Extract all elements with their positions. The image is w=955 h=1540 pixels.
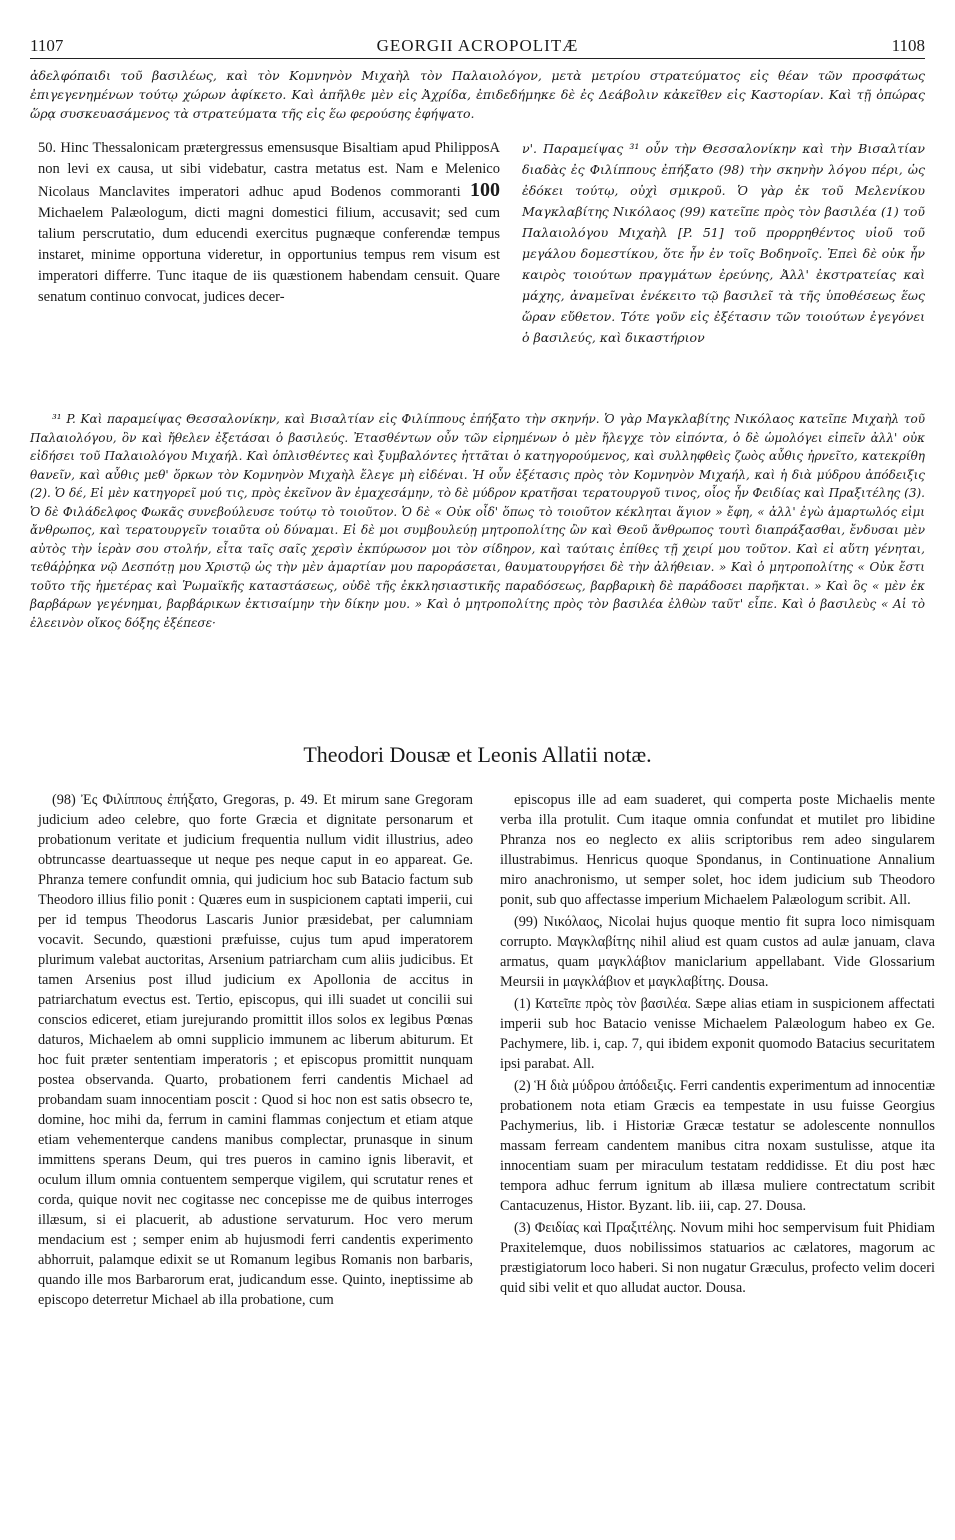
parallel-text bbox=[30, 138, 925, 394]
margin-letter: A bbox=[489, 140, 500, 156]
section-number: 50. bbox=[38, 140, 57, 156]
page-number-left: 1107 bbox=[30, 36, 64, 55]
note-paragraph: episcopus ille ad eam suaderet, qui comperta poste Michaelis mente verba illa protulit. Cum itaque omnia confundat et mutilet pro libidine Phranza nos eo neglecto ex aliis scriptoribus rem adeo singularem illustrabimus. Henricus quoque Spondanus, in Continuatione Annalium miro anachronismo, ut semper solet, hoc idem judicium sub Theodoro ponit, sub quo affectasse imperium Michaelem Palæologum scribit. All. bbox=[500, 792, 935, 908]
latin-column bbox=[38, 138, 500, 308]
page-number-right: 1108 bbox=[891, 36, 925, 55]
latin-text-part-1: Hinc Thessalonicam prætergressus emensusque Bisaltiam apud Philippos non levi ex causa, ut sibi videbatur, castra metatus est. Nam e Melenico Nicolaus Manclavites imperatori adhuc apud Bodenos commoranti bbox=[38, 140, 500, 200]
latin-text-part-2: Michaelem Palæologum, dicti magni domestici filium, accusavit; sed cum talium perscrutatio, dum educendi exercitus pugnæque conferendæ tempus instaret, minime opportuna videretur, in opportunius tempus rem visum est imperatori differre. Tunc itaque de iis quæstionem habendam censuit. Quare senatum continuo convocat, judices decer- bbox=[38, 205, 500, 305]
running-title: GEORGII ACROPOLITÆ bbox=[376, 36, 579, 55]
running-head bbox=[30, 36, 925, 59]
note-paragraph: (99) Νικόλαος, Nicolai hujus quoque mentio fit supra loco nimisquam corrupto. Μαγκλαβίτης nihil aliud est quam custos ad aulæ januam, clava armatus, quam μαγκλάβιον maniclarium appellabant. Vide Glossarium Meursii in μαγκλάβιον et μαγκλαβίτης. Dousa. bbox=[500, 914, 935, 990]
intro-greek-text: ἀδελφόπαιδι τοῦ βασιλέως, καὶ τὸν Κομνηνὸν Μιχαὴλ τὸν Παλαιολόγον, μετὰ μετρίου στρατεύματος εἰς θέαν τῶν προσφάτως ἐπιγεγενημένων τούτῳ χώρων ἀφίκετο. Καὶ ἀπῆλθε μὲν εἰς Ἀχρίδα, ἐπιδεδήμηκε δὲ ἐς Δεάβολιν κἀκεῖθεν εἰς Καστορίαν. Καὶ τῇ ὀπώρας ὥρᾳ συσκευασάμενος τὰ στρατεύματα τῆς εἰς ἕω φερούσης ἐφήψατο. bbox=[30, 68, 925, 121]
footnote bbox=[30, 410, 925, 632]
footnote-text: ³¹ P. Καὶ παραμείψας Θεσσαλονίκην, καὶ Βισαλτίαν εἰς Φιλίππους ἐπήξατο τὴν σκηνήν. Ὁ γὰρ Μαγκλαβίτης Νικόλαος κατεῖπε Μιχαὴλ τοῦ Παλαιολόγου, ὃν καὶ ἤθελεν ἐξετάσαι ὁ βασιλεύς. Ἐτασθέντων οὖν τῶν εἰρημένων ὁ μὲν ἤλεγχε τὸν εἰπόντα, ὁ δὲ ὡμολόγει εἰπεῖν ἀλλ' οὐκ εἰδήσει τοῦ Παλαιολόγου Μιχαήλ. Καὶ ὁπλισθέντες καὶ ξυμβαλόντες ἡττᾶται ὁ κατηγορούμενος, καὶ συλληφθεὶς ζωὸς αὖθις ἠρνεῖτο, κατεκρίθη θανεῖν, καὶ αὖθις μεθ' ὅρκων τὸν Κομνηνὸν Μιχαὴλ ἔλεγε μὴ εἰδέναι. Ἡ οὖν ἐξέτασις πρὸς τὸν Κομνηνὸν Μιχαήλ, καὶ ἡ διὰ μύδρου ἀπόδειξις (2). Ὁ δέ, Εἰ μὲν κατηγορεῖ μού τις, πρὸς ἐκεῖνον ἂν ἐμαχεσάμην, τὸ δὲ μύδρον κρατῆσαι τερατουργοῦ τινος, οἷος ἦν Φειδίας καὶ Πραξιτέλης (3). Ὁ δὲ Φιλάδελφος Φωκᾶς συνεβούλευσε τούτῳ τὸ τοιοῦτον. Ὁ δὲ « Οὐκ οἶδ' ὅπως τὸ τοιοῦτον κέκληται ἅγιον » ἔφη, « ἀλλ' ἐγὼ ἁμαρτωλός εἰμι ἄνθρωπος, καὶ τερατουργεῖν τοιαῦτα οὐ δύναμαι. Εἰ δὲ μοι συμβουλεύῃ μητροπολίτης ὢν καὶ Θεοῦ ἄνθρωπος τουτὶ διαπράξασθαι, ἔνδυσαι μὲν αὐτὸς τὴν ἱερὰν σου στολήν, εἶτα ταῖς σαῖς χερσὶν ἐκπύρωσον μοι τὸν σίδηρον, καὶ ταύταις ἐπίθες τῇ χειρί μου τοῦτον. Καὶ εἰ αὕτη γένηται, τεθάῤῥηκα νῷ Δεσπότῃ μου Χριστῷ ὡς τὴν μὲν ἁμαρτίαν μου παροράσεται, θαυματουργήσει δὲ τὴν ἀλήθειαν. » Καὶ ὁ μητροπολίτης « Οὐκ ἔστι τοῦτο τῆς ἡμετέρας καὶ Ῥωμαϊκῆς καταστάσεως, οὐδὲ τῆς ἐκκλησιαστικῆς παραδόσεως, βαρβαρικὴ δὲ παράδοσει παρῆκται. » Καὶ ὃς « μὲν ἐκ βαρβάρων γεγένημαι, βαρβάρικων ἐκτισαίμην τὴν δίκην μου. » Καὶ ὁ μητροπολίτης πρὸς τὸν βασιλέα ἐλθὼν ταῦτ' εἶπε. Καὶ ὁ βασιλεὺς « Αἱ τὸ ἐλεεινὸν οἴκος δόξης ἐξέπεσε· bbox=[30, 412, 925, 630]
note-paragraph: (3) Φειδίας καὶ Πραξιτέλης. Novum mihi hoc sempervisum fuit Phidiam Praxitelemque, duos nobilissimos statuarios ac cælatores, magorum ac præstigiatorum loco haberi. Si non nugatur Græculus, profecto velim doceri quid sibi velit et quo alludat auctor. Dousa. bbox=[500, 1220, 935, 1296]
notes-section bbox=[30, 790, 935, 1525]
greek-column bbox=[522, 138, 925, 348]
note-paragraph: (1) Κατεῖπε πρὸς τὸν βασιλέα. Sæpe alias etiam in suspicionem affectati imperii sub hoc Batacio venisse Michaelem Palæologum habeo ex Ge. Pachymere, lib. i, cap. 7, qui ibidem exponit quomodo Batacius securitatem ipsi parabat. All. bbox=[500, 996, 935, 1072]
notes-left-column bbox=[38, 790, 473, 1312]
note-paragraph: (2) Ἡ διὰ μύδρου ἀπόδειξις. Ferri candentis experimentum ad innocentiæ probationem nota etiam Græcis ea tempestate in usu fuisse Georgius Pachymerius, lib. i Historiæ Græcæ testatur se adolescente nonnullos massam ferream candentem manibus citra noxam sustulisse, atque ita innocentiam suam per miraculum testatam reddidisse. Et diu post hæc tempora adhuc ferrum ignitum ab illæsa muliere contrectatum scribit Cantacuzenus, Histor. Byzant. lib. iii, cap. 27. Dousa. bbox=[500, 1078, 935, 1214]
greek-text: ν'. Παραμείψας ³¹ οὖν τὴν Θεσσαλονίκην καὶ τὴν Βισαλτίαν διαδὰς ἐς Φιλίππους ἐπήξατο (98) τὴν σκηνὴν λόγου πέρι, ὡς ἐδόκει τούτῳ, οὐχὶ σμικροῦ. Ὁ γὰρ ἐκ τοῦ Μελενίκου Μαγκλαβίτης Νικόλαος (99) κατεῖπε πρὸς τὸν βασιλέα (1) τοῦ Παλαιολόγου Μιχαὴλ [P. 51] τοῦ προρρηθέντος υἱοῦ τοῦ μεγάλου δομεστίκου, ὅτε ἦν ἐν τοῖς Βοδηνοῖς. Ἐπεὶ δὲ οὐκ ἦν καιρὸς τοιούτων πραγμάτων ἐρεύνης, Ἀλλ' ἐκστρατείας καὶ μάχης, ἀναμεῖναι ἐνέκειτο τῷ βασιλεῖ τὰ τῆς ὑποθέσεως ἕως ὥραν εὔθετον. Τότε γοῦν εἰς ἐξέτασιν τῶν τοιούτων ἐγεγόνει ὁ βασιλεύς, καὶ δικαστήριον bbox=[522, 141, 925, 345]
column-number: 100 bbox=[470, 179, 500, 201]
notes-title: Theodori Dousæ et Leonis Allatii notæ. bbox=[303, 742, 652, 767]
notes-right-column bbox=[500, 790, 935, 1300]
note-paragraph: (98) Ἐς Φιλίππους ἐπήξατο, Gregoras, p. 49. Et mirum sane Gregoram judicium adeo celebre, quo forte Græcia et dignitate personarum et probationum veritate et judicium frequentia nullum vidit illustrius, adeo obtruncasse deartuasseque ut neque pes neque caput in eo appareat. Ge. Phranza temere confundit omnia, qui judicium hoc sub Batacio factum sub Theodoro illius filio ponit : Quæres eum in suspicionem captati imperii, cui per id tempus Theodorus Lascaris Junior præsidebat, per calumniam vocavit. Secundo, quæstioni præfuisse, cujus tum apud imperatorem plurimum valebat auctoritas, Arsenium patriarcham cum aliis judicibus. Et tamen Arsenius post illud judicium ex Apollonia de accitus in patriarchatum evectus est. Tertio, episcopus, qui illi suadet ut concilii sui conscios ediceret, etiam jurejurando promittit illos solos ex legibus Pœnas daturos, Michaelem ab omni supplicio immunem ac liberum abiturum. Et hoc fuit præter sententiam imperatoris ; et episcopus promittit nunquam postea observanda. Quarto, probationem ferri candentis Michael ad probandam suam innocentiam poscit : Quod si hoc non est satis obsecro te, domine, hoc mihi da, ferrum in camini flammas conjectum et etiam atque etiam vehementerque candens manibus complectar, prunasque in sinum immittens sperans Deum, qui tres pueros in camino ignis liberavit, et oculum illum omnia contuentem semperque vigilem, qui scrutatur renes et corda, quique novit nec cogitasse nec concepisse me de quibus interroges illæsum, si ei placuerit, ab adustione servaturum. Hoc vero merum mendacium est ; semper enim ab hujusmodi ferri candentis experimento abhorruit, palamque edixit se ut Romanum legibus Romanis non barbaris, quando ille mos Barbarorum erat, judicandum esse. Quinto, ineptissime ab episcopo deterretur Michael ab illa probatione, cum bbox=[38, 792, 473, 1308]
